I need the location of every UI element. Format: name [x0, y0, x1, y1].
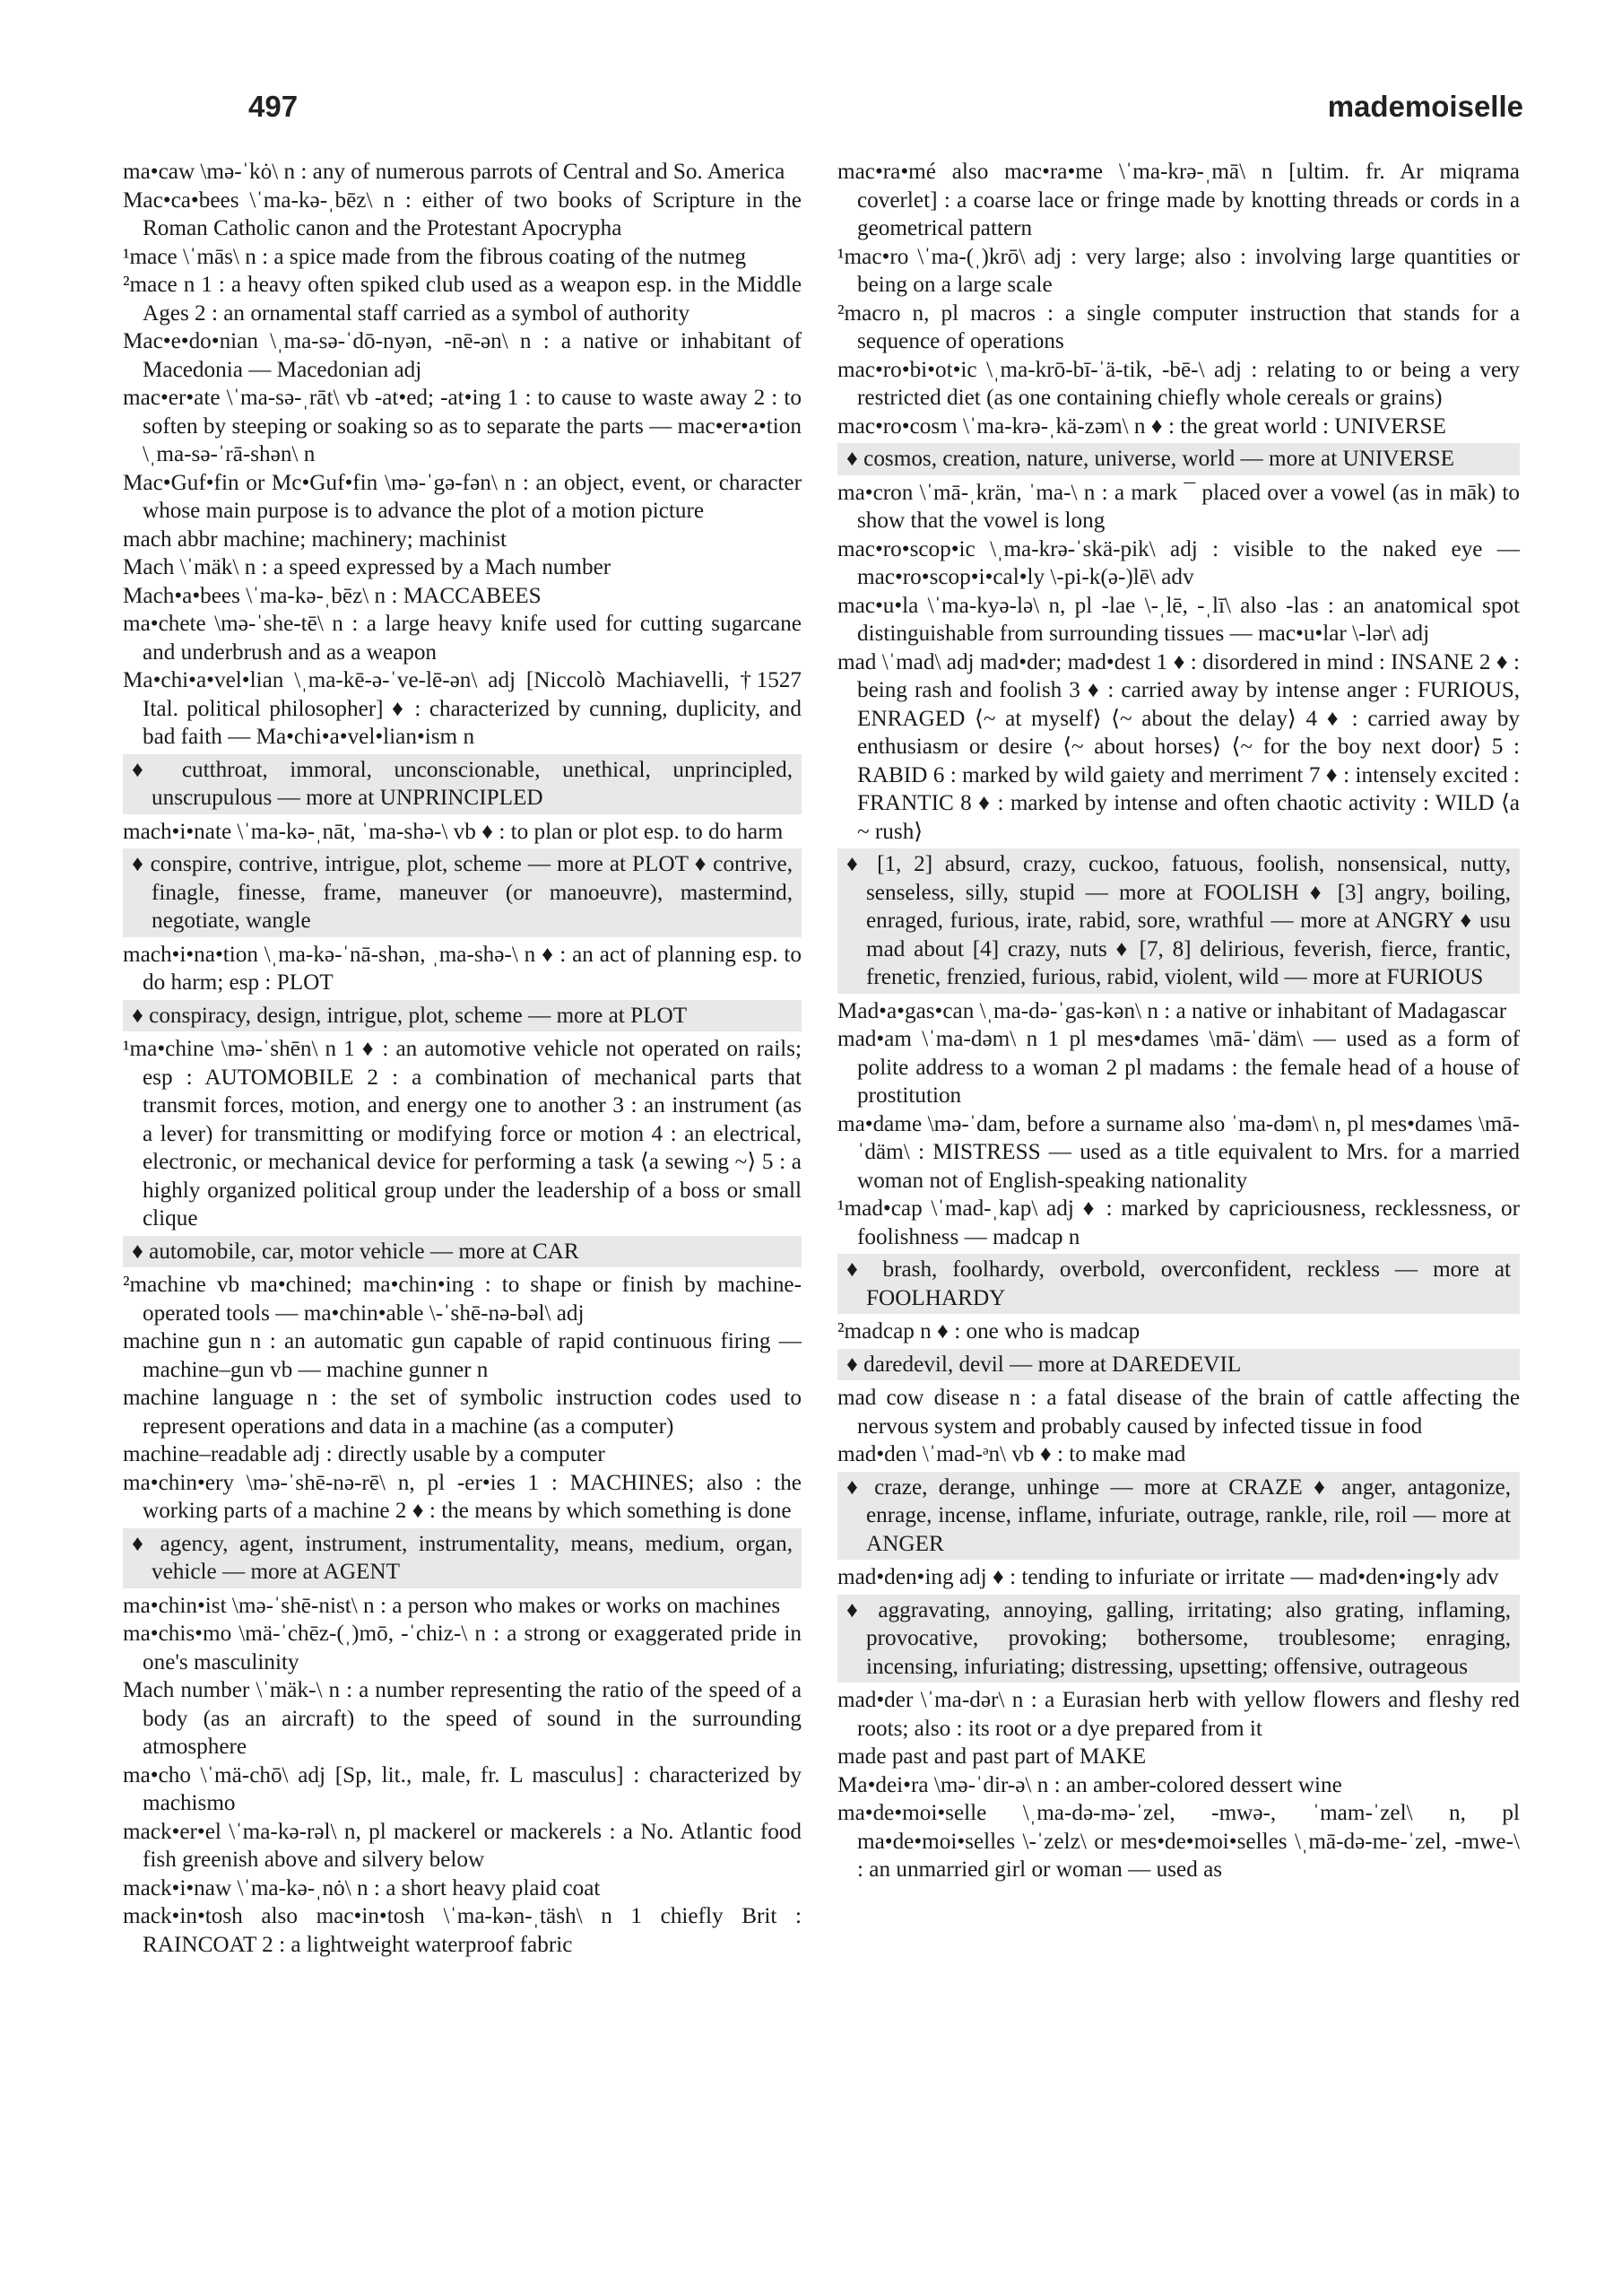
dictionary-entry: mac•u•la \ˈma-kyə-lə\ n, pl -lae \-ˌlē, -ˌlī\ also -las : an anatomical spot distinguishable from surrounding tissues — mac•u•lar \-lər\ adj	[837, 593, 1520, 646]
dictionary-entry: ma•chin•ist \mə-ˈshē-nist\ n : a person who makes or works on machines	[123, 1593, 781, 1618]
dictionary-entry: ¹mace \ˈmās\ n : a spice made from the fibrous coating of the nutmeg	[123, 244, 747, 269]
dictionary-entry: ma•caw \mə-ˈkȯ\ n : any of numerous parrots of Central and So. America	[123, 160, 785, 184]
dictionary-entry: Mach number \ˈmäk-\ n : a number representing the ratio of the speed of a body (as an aircraft) to the speed of sound in the surrounding atmosphere	[123, 1678, 802, 1759]
dictionary-entry: mach abbr machine; machinery; machinist	[123, 526, 507, 552]
guide-word: mademoiselle	[1327, 90, 1523, 123]
synonym-block: ♦ brash, foolhardy, overbold, overconfident, reckless — more at FOOLHARDY	[837, 1254, 1520, 1314]
dictionary-entry: ma•dame \mə-ˈdam, before a surname also ˈma-dəm\ n, pl mes•dames \mā-ˈdäm\ : MISTRESS — used as a title equivalent to Mrs. for a married woman not of English-speaking nationality	[837, 1111, 1520, 1193]
dictionary-entry: Mac•ca•bees \ˈma-kə-ˌbēz\ n : either of two books of Scripture in the Roman Catholic canon and the Protestant Apocrypha	[123, 187, 802, 240]
left-column	[123, 158, 802, 1959]
dictionary-entry: mac•ro•bi•ot•ic \ˌma-krō-bī-ˈä-tik, -bē-\ adj : relating to or being a very restricted diet (as one containing chiefly whole cereals or grains)	[837, 357, 1520, 410]
dictionary-entry: ¹mac•ro \ˈma-(ˌ)krō\ adj : very large; also : involving large quantities or being on a large scale	[837, 244, 1520, 297]
synonym-block: ♦ cutthroat, immoral, unconscionable, unethical, unprincipled, unscrupulous — more at UNPRINCIPLED	[123, 754, 802, 814]
dictionary-entry: mach•i•na•tion \ˌma-kə-ˈnā-shən, ˌma-shə-\ n ♦ : an act of planning esp. to do harm; esp : PLOT	[123, 942, 802, 995]
dictionary-entry: mad cow disease n : a fatal disease of the brain of cattle affecting the nervous system and probably caused by infected tissue in food	[837, 1386, 1520, 1439]
dictionary-entry: ma•de•moi•selle \ˌma-də-mə-ˈzel, -mwə-, ˈmam-ˈzel\ n, pl ma•de•moi•selles \-ˈzelz\ or mes•de•moi•selles \ˌmā-də-me-ˈzel, -mwe-\ : an unmarried girl or woman — used as	[837, 1801, 1520, 1882]
dictionary-entry: ²machine vb ma•chined; ma•chin•ing : to shape or finish by machine-operated tools — ma•chin•able \-ˈshē-nə-bəl\ adj	[123, 1273, 802, 1326]
dictionary-entry: mac•er•ate \ˈma-sə-ˌrāt\ vb -at•ed; -at•ing 1 : to cause to waste away 2 : to soften by steeping or soaking so as to separate the parts — mac•er•a•tion \ˌma-sə-ˈrā-shən\ n	[123, 386, 802, 466]
dictionary-entry: Mad•a•gas•can \ˌma-də-ˈgas-kən\ n : a native or inhabitant of Madagascar	[837, 998, 1507, 1023]
dictionary-entry: ²madcap n ♦ : one who is madcap	[837, 1319, 1140, 1344]
dictionary-entry: mac•ro•scop•ic \ˌma-krə-ˈskä-pik\ adj : visible to the naked eye — mac•ro•scop•i•cal•ly \-pi-k(ə-)lē\ adv	[837, 536, 1520, 589]
dictionary-entry: mad•den \ˈmad-ᵊn\ vb ♦ : to make mad	[837, 1442, 1186, 1466]
dictionary-entry: ²macro n, pl macros : a single computer instruction that stands for a sequence of operations	[837, 300, 1520, 353]
dictionary-entry: ²mace n 1 : a heavy often spiked club used as a weapon esp. in the Middle Ages 2 : an ornamental staff carried as a symbol of authority	[123, 273, 802, 326]
synonym-block: ♦ daredevil, devil — more at DAREDEVIL	[837, 1349, 1520, 1381]
dictionary-entry: Mach \ˈmäk\ n : a speed expressed by a Mach number	[123, 555, 611, 579]
right-column	[837, 158, 1520, 1884]
dictionary-entry: machine–readable adj : directly usable by a computer	[123, 1442, 605, 1466]
dictionary-entry: mad•den•ing adj ♦ : tending to infuriate or irritate — mad•den•ing•ly adv	[837, 1565, 1499, 1589]
dictionary-entry: ma•cho \ˈmä-chō\ adj [Sp, lit., male, fr. L masculus] : characterized by machismo	[123, 1762, 802, 1815]
synonym-block: ♦ automobile, car, motor vehicle — more at CAR	[123, 1236, 802, 1268]
dictionary-entry: mack•i•naw \ˈma-kə-ˌnȯ\ n : a short heavy plaid coat	[123, 1875, 601, 1900]
dictionary-entry: Ma•dei•ra \mə-ˈdir-ə\ n : an amber-colored dessert wine	[837, 1772, 1342, 1797]
page-number: 497	[248, 90, 299, 123]
dictionary-entry: mad•am \ˈma-dəm\ n 1 pl mes•dames \mā-ˈdäm\ — used as a form of polite address to a woman 2 pl madams : the female head of a house of prostitution	[837, 1027, 1520, 1108]
dictionary-entry: ¹ma•chine \mə-ˈshēn\ n 1 ♦ : an automotive vehicle not operated on rails; esp : AUTOMOBILE 2 : a combination of mechanical parts that transmit forces, motion, and energy one to another 3 : an instrument (as a lever) for transmitting or modifying force or motion 4 : an electrical, electronic, or mechanical device for performing a task ⟨a sewing ~⟩ 5 : a highly organized political group under the leadership of a boss or small clique	[123, 1037, 802, 1231]
dictionary-entry: ¹mad•cap \ˈmad-ˌkap\ adj ♦ : marked by capriciousness, recklessness, or foolishness — madcap n	[837, 1196, 1520, 1249]
dictionary-entry: mack•er•el \ˈma-kə-rəl\ n, pl mackerel or mackerels : a No. Atlantic food fish greenish above and silvery below	[123, 1819, 802, 1872]
dictionary-entry: Ma•chi•a•vel•lian \ˌma-kē-ə-ˈve-lē-ən\ adj [Niccolò Machiavelli, †1527 Ital. political philosopher] ♦ : characterized by cunning, duplicity, and bad faith — Ma•chi•a•vel•lian•ism n	[123, 668, 802, 749]
dictionary-entry: Mach•a•bees \ˈma-kə-ˌbēz\ n : MACCABEES	[123, 583, 542, 608]
synonym-block: ♦ conspire, contrive, intrigue, plot, scheme — more at PLOT ♦ contrive, finagle, finesse, frame, maneuver (or manoeuvre), mastermind, negotiate, wangle	[123, 848, 802, 937]
synonym-block: ♦ cosmos, creation, nature, universe, world — more at UNIVERSE	[837, 443, 1520, 475]
dictionary-entry: Mac•e•do•nian \ˌma-sə-ˈdō-nyən, -nē-ən\ n : a native or inhabitant of Macedonia — Macedonian adj	[123, 329, 802, 382]
synonym-block: ♦ conspiracy, design, intrigue, plot, scheme — more at PLOT	[123, 1000, 802, 1032]
dictionary-entry: mad \ˈmad\ adj mad•der; mad•dest 1 ♦ : disordered in mind : INSANE 2 ♦ : being rash and foolish 3 ♦ : carried away by intense anger : FURIOUS, ENRAGED ⟨~ at myself⟩ ⟨~ about the delay⟩ 4 ♦ : carried away by enthusiasm or desire ⟨~ about horses⟩ ⟨~ for the boy next door⟩ 5 : RABID 6 : marked by wild gaiety and merriment 7 ♦ : intensely excited : FRANTIC 8 ♦ : marked by intense and often chaotic activity : WILD ⟨a ~ rush⟩	[837, 649, 1520, 844]
dictionary-entry: ma•chete \mə-ˈshe-tē\ n : a large heavy knife used for cutting sugarcane and underbrush and as a weapon	[123, 612, 802, 665]
dictionary-entry: mack•in•tosh also mac•in•tosh \ˈma-kən-ˌtäsh\ n 1 chiefly Brit : RAINCOAT 2 : a lightweight waterproof fabric	[123, 1904, 802, 1957]
dictionary-entry: Mac•Guf•fin or Mc•Guf•fin \mə-ˈgə-fən\ n : an object, event, or character whose main purpose is to advance the plot of a motion picture	[123, 470, 802, 523]
dictionary-entry: ma•chin•ery \mə-ˈshē-nə-rē\ n, pl -er•ies 1 : MACHINES; also : the working parts of a machine 2 ♦ : the means by which something is done	[123, 1470, 802, 1523]
dictionary-entry: mad•der \ˈma-dər\ n : a Eurasian herb with yellow flowers and fleshy red roots; also : its root or a dye prepared from it	[837, 1688, 1520, 1741]
dictionary-entry: ma•cron \ˈmā-ˌkrän, ˈma-\ n : a mark ¯ placed over a vowel (as in māk) to show that the vowel is long	[837, 480, 1520, 533]
dictionary-entry: machine gun n : an automatic gun capable of rapid continuous firing — machine–gun vb — machine gunner n	[123, 1329, 802, 1382]
synonym-block: ♦ agency, agent, instrument, instrumentality, means, medium, organ, vehicle — more at AGENT	[123, 1528, 802, 1588]
synonym-block: ♦ aggravating, annoying, galling, irritating; also grating, inflaming, provocative, provoking; bothersome, troublesome; enraging, incensing, infuriating; distressing, upsetting; offensive, outrageous	[837, 1595, 1520, 1683]
synonym-block: ♦ [1, 2] absurd, crazy, cuckoo, fatuous, foolish, nonsensical, nutty, senseless, silly, stupid — more at FOOLISH ♦ [3] angry, boiling, enraged, furious, irate, rabid, sore, wrathful — more at ANGRY ♦ usu mad about [4] crazy, nuts ♦ [7, 8] delirious, feverish, fierce, frantic, frenetic, frenzied, furious, rabid, violent, wild — more at FURIOUS	[837, 848, 1520, 994]
dictionary-entry: machine language n : the set of symbolic instruction codes used to represent operations and data in a machine (as a computer)	[123, 1386, 802, 1439]
synonym-block: ♦ craze, derange, unhinge — more at CRAZE ♦ anger, antagonize, enrage, incense, inflame, infuriate, outrage, rankle, rile, roil — more at ANGER	[837, 1472, 1520, 1561]
dictionary-entry: made past and past part of MAKE	[837, 1744, 1147, 1769]
dictionary-entry: mach•i•nate \ˈma-kə-ˌnāt, ˈma-shə-\ vb ♦ : to plan or plot esp. to do harm	[123, 819, 784, 844]
dictionary-entry: mac•ro•cosm \ˈma-krə-ˌkä-zəm\ n ♦ : the great world : UNIVERSE	[837, 413, 1446, 439]
dictionary-entry: mac•ra•mé also mac•ra•me \ˈma-krə-ˌmā\ n [ultim. fr. Ar miqrama coverlet] : a coarse lace or fringe made by knotting threads or cords in a geometrical pattern	[837, 160, 1520, 240]
dictionary-entry: ma•chis•mo \mä-ˈchēz-(ˌ)mō, -ˈchiz-\ n : a strong or exaggerated pride in one's masculinity	[123, 1622, 802, 1674]
